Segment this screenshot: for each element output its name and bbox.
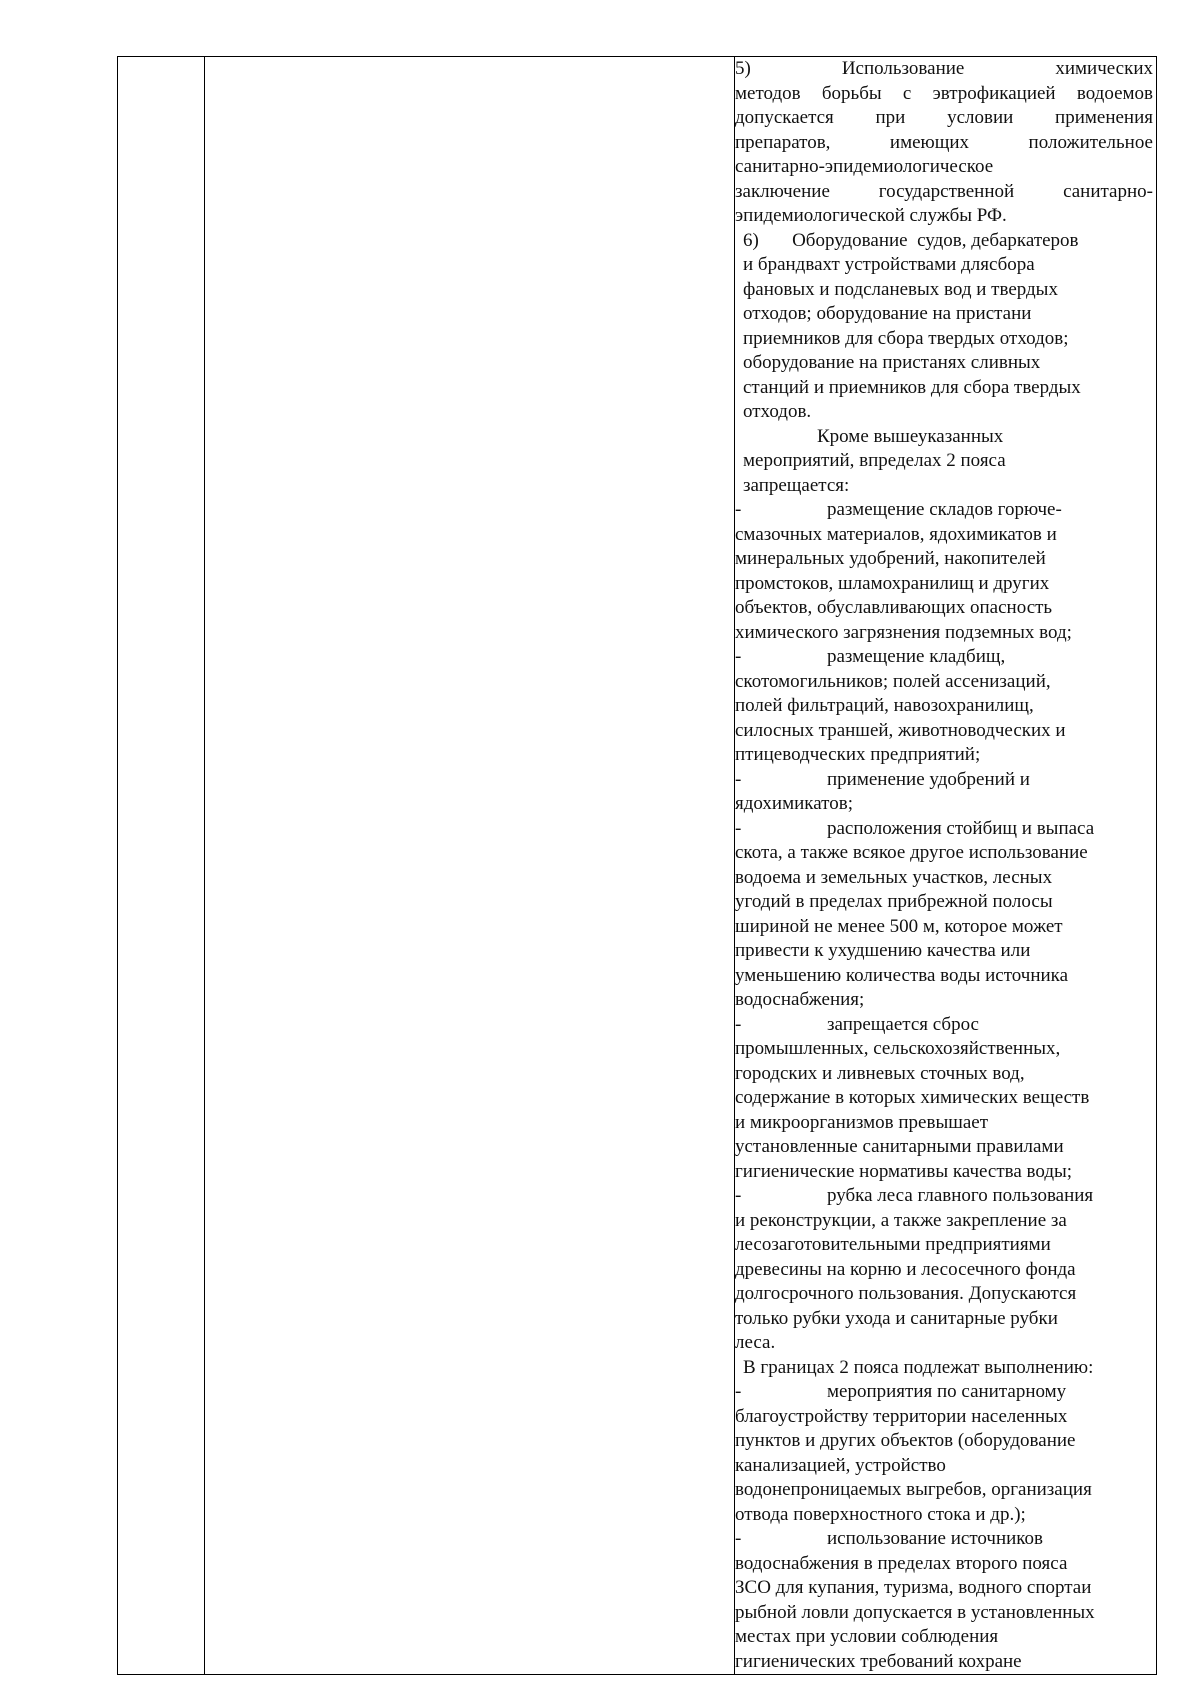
text-line: скотомогильников; полей ассенизаций, [735, 670, 1051, 692]
text-line: благоустройству территории населенных [735, 1405, 1068, 1427]
text-line: лесозаготовительными предприятиями [735, 1234, 1051, 1255]
table-row [118, 57, 1157, 1675]
text-line-content: рубка леса главного пользования [827, 1185, 1094, 1206]
text-line: и брандвахт устройствами длясбора [743, 254, 1035, 275]
text-line-content: расположения стойбищ и выпаса [827, 817, 1095, 839]
text-line: отходов; оборудование на пристани [743, 303, 1032, 324]
text-line: мероприятий, впределах 2 пояса [743, 450, 1006, 471]
text-line: отвода поверхностного стока и др.); [735, 1503, 1026, 1525]
list-dash: - [735, 1185, 742, 1206]
text-line: пунктов и других объектов (оборудование [735, 1430, 1076, 1451]
measures-cell [735, 57, 1157, 1675]
text-line: древесины на корню и лесосечного фонда [735, 1258, 1076, 1280]
text-line [735, 1013, 1156, 1038]
text-line: канализацией, устройство [735, 1454, 946, 1476]
text-line: Кроме вышеуказанных [817, 425, 1004, 447]
text-line: В границах 2 пояса подлежат выполнению: [743, 1356, 1094, 1378]
text-line: заключение государственной санитарно- [735, 180, 1153, 202]
text-line: 6) Оборудование судов, дебаркатеров [743, 229, 1079, 251]
text-line: фановых и подсланевых вод и твердых [743, 278, 1058, 300]
list-dash: - [735, 646, 742, 667]
text-line: оборудование на пристанях сливных [743, 352, 1041, 373]
text-line: промстоков, шламохранилищ и других [735, 572, 1050, 594]
text-line: рыбной ловли допускается в установленных [735, 1601, 1095, 1623]
text-line [735, 768, 1156, 793]
text-line: препаратов, имеющих положительное [735, 131, 1153, 153]
text-line: и микроорганизмов превышает [735, 1111, 989, 1133]
text-line: объектов, обуславливающих опасность [735, 597, 1053, 618]
text-line: эпидемиологической службы РФ. [735, 205, 1007, 226]
text-line: станций и приемников для сбора твердых [743, 376, 1081, 398]
text-line: полей фильтраций, навозохранилищ, [735, 695, 1034, 716]
text-line: установленные санитарными правилами [735, 1136, 1064, 1157]
list-dash: - [735, 1528, 742, 1549]
text-line: санитарно-эпидемиологическое [735, 156, 994, 177]
text-line: и реконструкции, а также закрепление за [735, 1209, 1067, 1231]
number-cell [118, 57, 205, 1675]
text-line: угодий в пределах прибрежной полосы [735, 891, 1053, 912]
list-dash: - [735, 1013, 742, 1035]
text-line: методов борьбы с эвтрофикацией водоемов [735, 82, 1153, 104]
text-line [735, 645, 1156, 670]
text-line: шириной не менее 500 м, которое может [735, 915, 1063, 937]
text-line: уменьшению количества воды источника [735, 964, 1069, 986]
text-line: гигиенические нормативы качества воды; [735, 1160, 1073, 1182]
text-line: только рубки ухода и санитарные рубки [735, 1307, 1058, 1329]
text-line: городских и ливневых сточных вод, [735, 1062, 1025, 1084]
text-line: минеральных удобрений, накопителей [735, 548, 1046, 569]
text-line: водоснабжения в пределах второго пояса [735, 1552, 1068, 1574]
text-line: водоема и земельных участков, лесных [735, 866, 1053, 888]
text-line: водоснабжения; [735, 989, 865, 1010]
text-line [735, 817, 1156, 842]
list-dash: - [735, 1381, 742, 1402]
text-line: приемников для сбора твердых отходов; [743, 327, 1069, 349]
text-line: ЗСО для купания, туризма, водного спортаи [735, 1577, 1092, 1598]
text-line: 5) Использование химических [735, 58, 1153, 79]
text-line [735, 498, 1156, 523]
text-line-content: применение удобрений и [827, 768, 1030, 790]
text-line: содержание в которых химических веществ [735, 1087, 1090, 1108]
text-line: местах при условии соблюдения [735, 1626, 999, 1647]
text-line-content: использование источников [827, 1528, 1044, 1549]
text-line: леса. [735, 1332, 776, 1353]
text-line: химического загрязнения подземных вод; [735, 621, 1072, 643]
text-line: промышленных, сельскохозяйственных, [735, 1038, 1061, 1059]
list-dash: - [735, 817, 742, 839]
text-line: водонепроницаемых выгребов, организация [735, 1479, 1092, 1500]
list-dash: - [735, 499, 742, 520]
text-line: привести к ухудшению качества или [735, 940, 1031, 961]
text-line [735, 1380, 1156, 1405]
text-line [735, 1184, 1156, 1209]
text-line [735, 1527, 1156, 1552]
text-line: гигиенических требований кохране [735, 1650, 1022, 1672]
text-line-content: размещение складов горюче- [827, 499, 1062, 520]
text-line-content: мероприятия по санитарному [827, 1381, 1067, 1402]
text-line: смазочных материалов, ядохимикатов и [735, 523, 1057, 545]
text-line: ядохимикатов; [735, 793, 853, 814]
regulation-table [117, 56, 1157, 1675]
text-line: силосных траншей, животноводческих и [735, 719, 1066, 741]
text-line-content: запрещается сброс [827, 1013, 979, 1035]
text-line: скота, а также всякое другое использование [735, 842, 1088, 863]
text-line: отходов. [743, 401, 812, 422]
text-line-content: размещение кладбищ, [827, 646, 1006, 667]
text-line: допускается при условии применения [735, 107, 1153, 128]
list-dash: - [735, 768, 742, 790]
text-line: долгосрочного пользования. Допускаются [735, 1283, 1077, 1304]
zone-name-cell [205, 57, 735, 1675]
text-line: запрещается: [743, 474, 850, 496]
text-line: птицеводческих предприятий; [735, 744, 981, 765]
